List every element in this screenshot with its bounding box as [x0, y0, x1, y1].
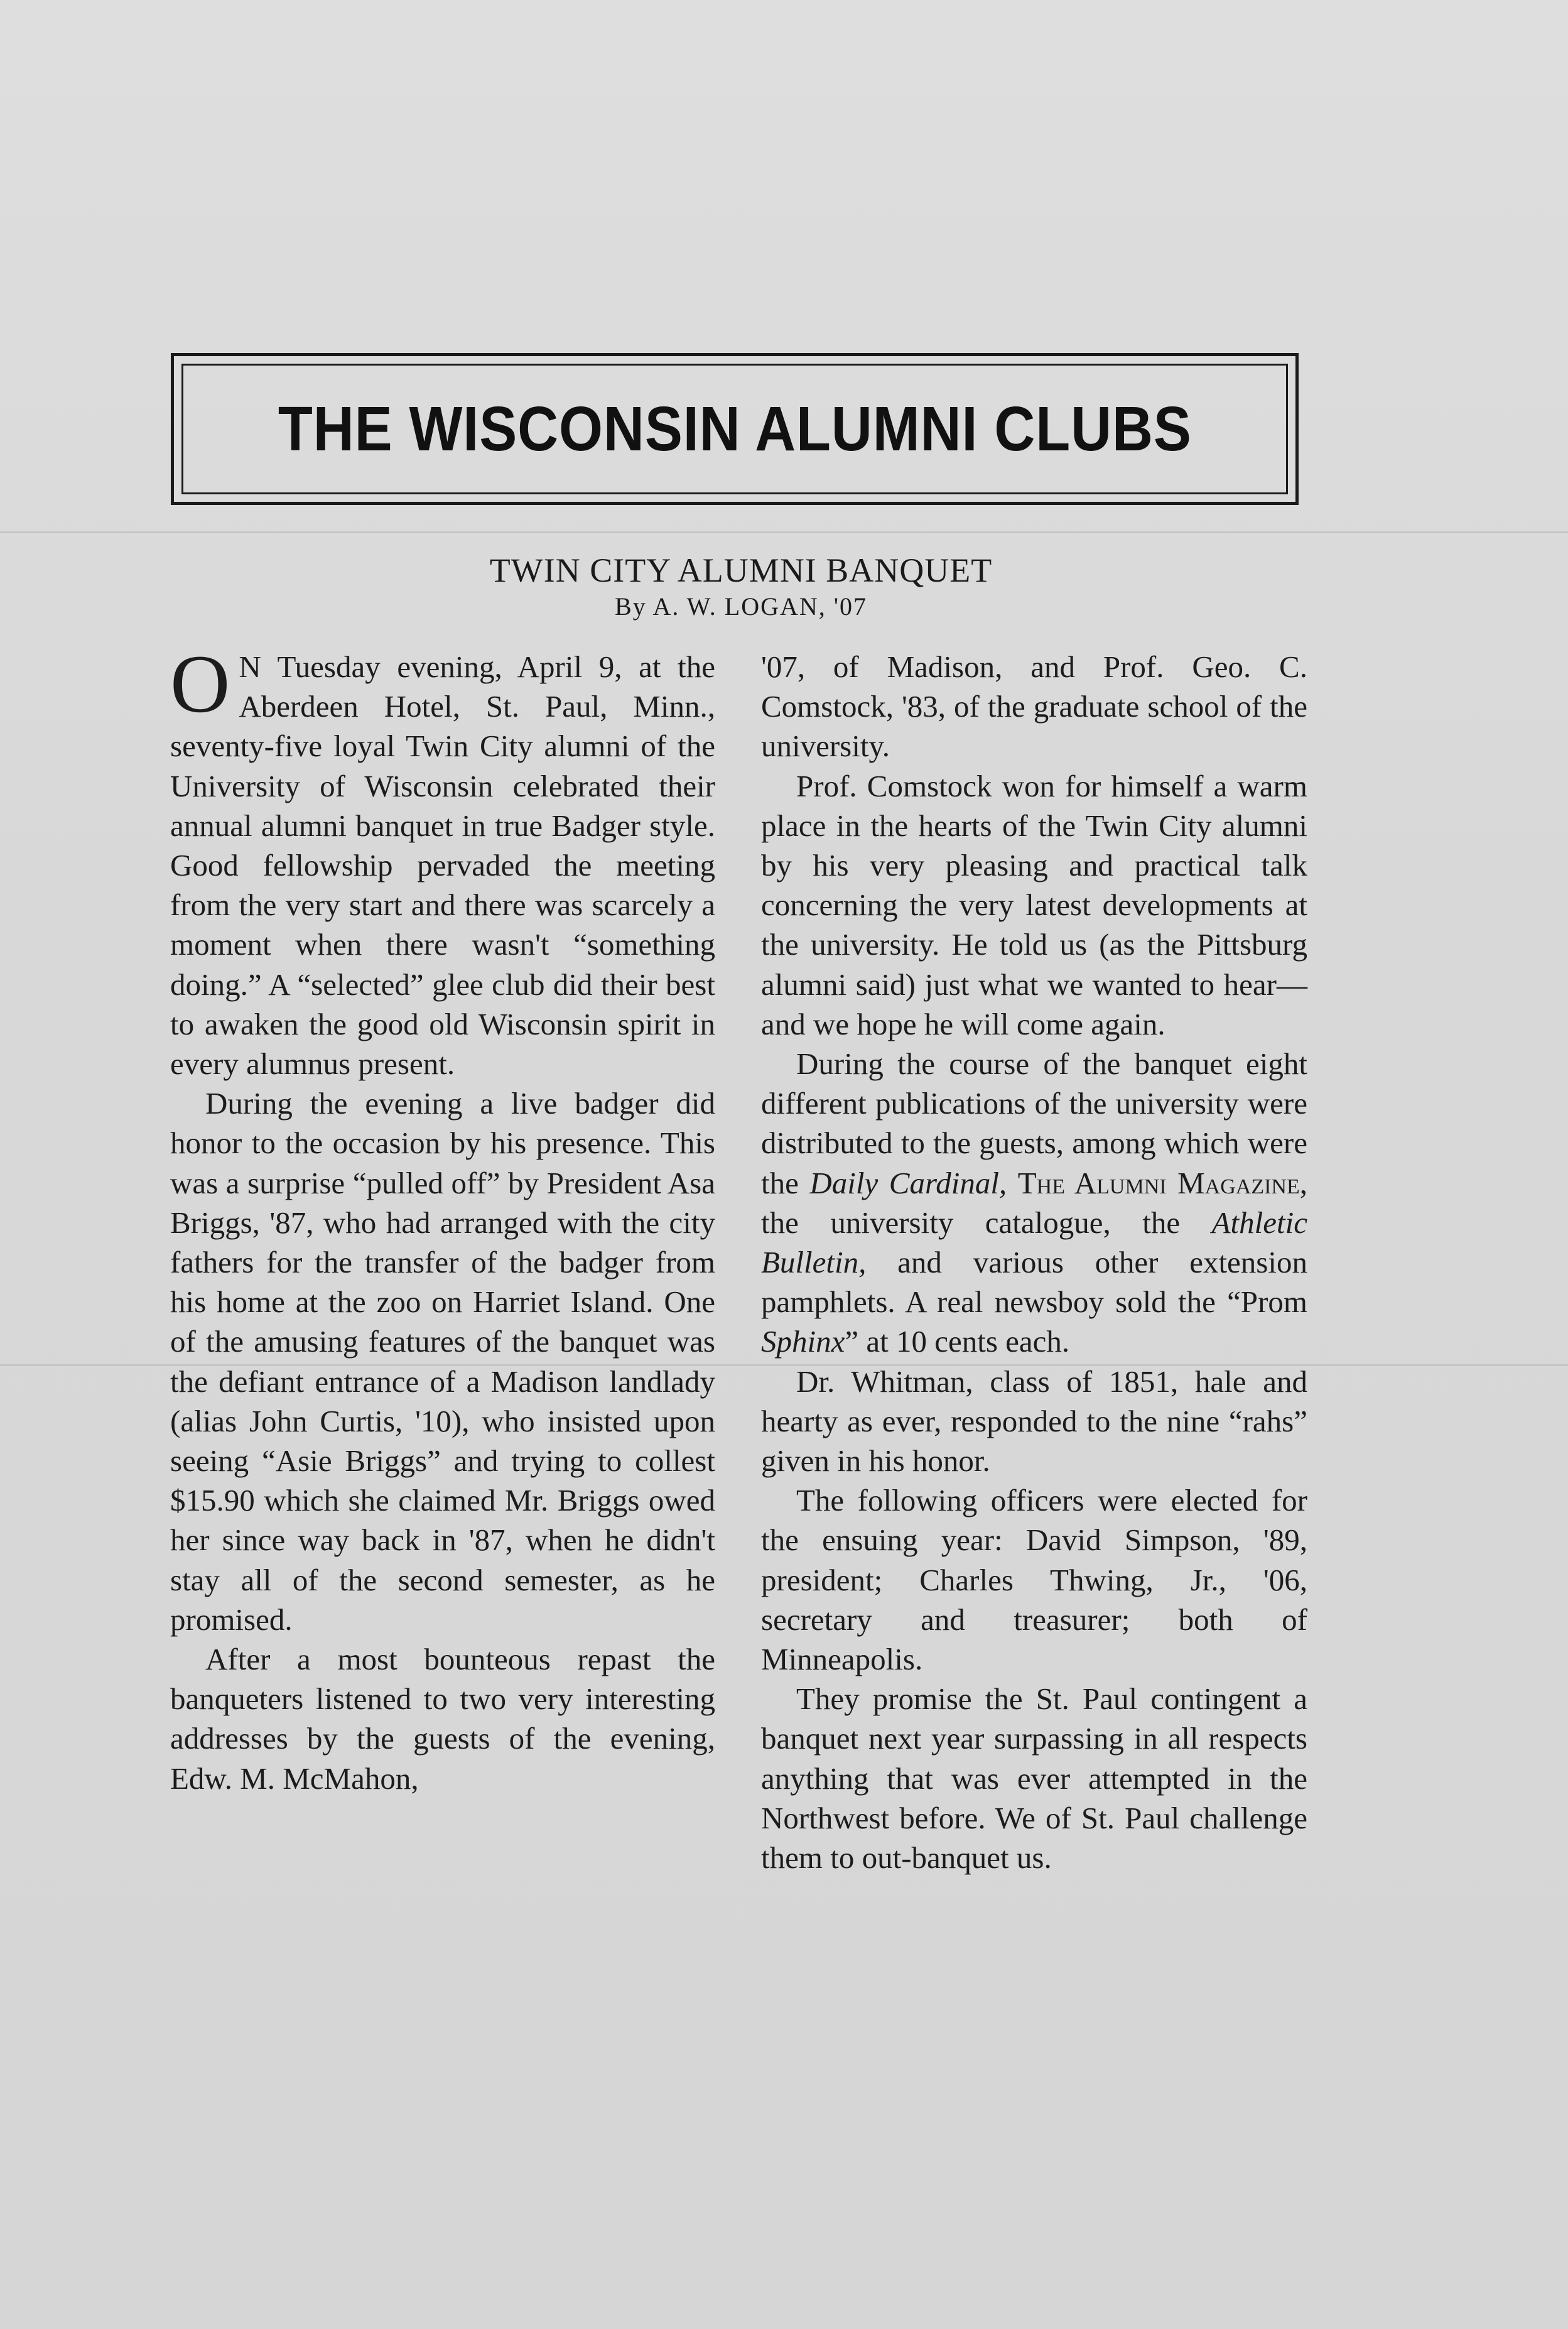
paragraph-addresses-continued: '07, of Madison, and Prof. Geo. C. Comstock, '83, of the graduate school of the university. — [761, 649, 1307, 764]
paragraph-challenge: They promise the St. Paul contingent a banquet next year surpassing in all respects anything that was ever attempted in the Northwest before. We of St. Paul challenge them to out-banquet us. — [761, 1681, 1307, 1876]
paragraph-text: During the course of the banquet eight different publications of the university were distributed to the guests, among which were the — [761, 1046, 1307, 1200]
paragraph-opening — [170, 638, 715, 1083]
section-title: THE WISCONSIN ALUMNI CLUBS — [278, 393, 1192, 464]
publication-name: Athletic Bulletin, — [761, 1205, 1307, 1280]
paragraph-text: and various other extension pamphlets. A real newsboy sold the “Prom — [761, 1245, 1307, 1320]
paragraph-badger: During the evening a live badger did honor to the occasion by his presence. This was a surprise “pulled off” by President Asa Briggs, '87, who had arranged with the city fathers for the transfer of the badger from his home at the zoo on Harriet Island. One of the amusing features of the banquet was the defiant entrance of a Madison landlady (alias John Curtis, '10), who insisted upon seeing “Asie Briggs” and trying to collest $15.90 which she claimed Mr. Briggs owed her since way back in '87, when he didn't stay all of the second semester, as he promised. — [170, 1086, 715, 1637]
left-column — [170, 638, 715, 1798]
paragraph-officers: The following officers were elected for the ensuing year: David Simpson, '89, president; Charles Thwing, Jr., '06, secretary and treasurer; both of Minneapolis. — [761, 1483, 1307, 1677]
paragraph-publications — [761, 1044, 1307, 1362]
paragraph-text: the university catalogue, the — [761, 1205, 1212, 1240]
article-byline: By A. W. LOGAN, '07 — [615, 592, 867, 621]
section-title-frame — [171, 353, 1299, 505]
drop-cap: O — [170, 638, 230, 730]
section-title-inner-frame — [181, 364, 1288, 494]
paragraph-text: N Tuesday evening, April 9, at the Aberdeen Hotel, St. Paul, Minn., seventy-five loyal Twin City alumni of the University of Wisconsin celebrated their annual alumni banquet in true Badger style. Good fellowship pervaded the meeting from the very start and there was scarcely a moment when there wasn't “something doing.” A “selected” glee club did their best to awaken the good old Wisconsin spirit in every alumnus present. — [170, 649, 715, 1082]
publication-name: Daily Cardinal, — [809, 1165, 1007, 1200]
publication-name: Sphinx — [761, 1324, 845, 1359]
right-column — [761, 647, 1307, 1877]
paragraph-text: ” at 10 cents each. — [845, 1324, 1070, 1359]
page-fold-line — [0, 531, 1568, 533]
article-title: TWIN CITY ALUMNI BANQUET — [489, 551, 993, 589]
paragraph-comstock: Prof. Comstock won for himself a warm place in the hearts of the Twin City alumni by his very pleasing and practical talk concerning the very latest developments at the university. He told us (as the Pittsburg alumni said) just what we wanted to hear—and we hope he will come again. — [761, 768, 1307, 1041]
publication-name: The Alumni Magazine, — [1017, 1165, 1307, 1200]
paragraph-addresses: After a most bounteous repast the banqueters listened to two very interesting addresses by the guests of the evening, Edw. M. McMahon, — [170, 1642, 715, 1796]
paragraph-whitman: Dr. Whitman, class of 1851, hale and hearty as ever, responded to the nine “rahs” given in his honor. — [761, 1364, 1307, 1479]
